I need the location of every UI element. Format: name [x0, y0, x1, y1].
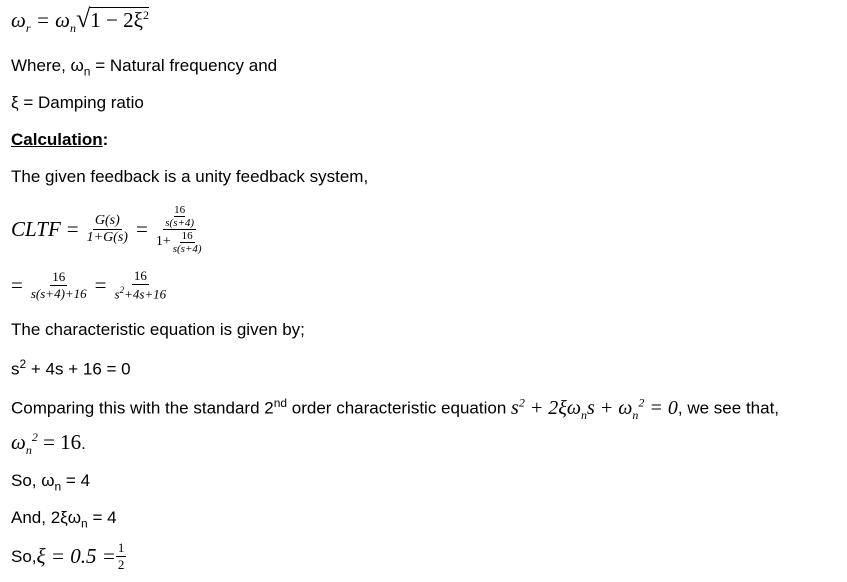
nested-fraction [154, 204, 206, 255]
g-fraction [85, 213, 130, 246]
where-suffix: = Natural frequency and [90, 56, 278, 75]
den2-a: s [114, 286, 120, 302]
wn-squared [11, 430, 86, 458]
sub-r: r [25, 21, 31, 36]
frac1 [29, 269, 89, 302]
resonant-frequency-formula [11, 4, 149, 36]
one-plus: 1+ [155, 234, 171, 249]
wn2-c: . [81, 434, 86, 453]
m-d: = 0 [644, 396, 678, 419]
where-sub: n [83, 64, 91, 79]
given-line: The given feedback is a unity feedback system, [11, 167, 369, 186]
where-line [11, 56, 277, 78]
den2-sup: 2 [119, 285, 125, 295]
char-sup: 2 [19, 357, 27, 371]
wn2-math [11, 430, 82, 458]
frac2 [113, 268, 169, 302]
wn2-sub: n [25, 443, 32, 458]
so-wn-b: = 4 [61, 471, 91, 490]
inner-frac [171, 230, 204, 255]
den2-b: +4s+16 [124, 286, 167, 302]
wn2-a: ω [11, 430, 26, 454]
and-b: = 4 [87, 508, 117, 527]
so-wn-a: So, ω [11, 471, 55, 490]
den1: s(s+4)+16 [30, 285, 87, 301]
omega-r: ω [11, 8, 26, 32]
compare-a: Comparing this with the standard 2 [11, 398, 274, 418]
radicand-sup: 2 [143, 8, 149, 22]
equals: = [66, 216, 79, 241]
n16b: 16 [181, 229, 193, 242]
so-xi [11, 540, 126, 573]
g-num: G(s) [94, 212, 120, 228]
equals: = [135, 216, 148, 241]
equals: = [11, 272, 23, 297]
compare-c: , we see that, [677, 398, 780, 418]
num1: 16 [52, 268, 66, 284]
simplified-equation [11, 268, 168, 302]
sqrt-icon: √ [76, 4, 91, 33]
nested-den [154, 230, 206, 255]
damping-line: ξ = Damping ratio [11, 93, 144, 112]
char-a: s [11, 359, 20, 379]
so-xi-b: ξ = 0.5 = [36, 544, 116, 568]
equals: = [94, 272, 107, 297]
half-den: 2 [117, 557, 125, 572]
char-b: + 4s + 16 = 0 [26, 359, 131, 379]
so-xi-a: So, [11, 546, 37, 566]
calc-colon: : [102, 130, 109, 149]
compare-sup: nd [273, 396, 288, 410]
calculation-heading [11, 130, 108, 150]
half-fraction [116, 540, 127, 573]
num2: 16 [133, 268, 147, 283]
m-b: + 2ξω [524, 396, 581, 419]
m-c: s + ω [587, 396, 633, 419]
m-a: s [511, 396, 519, 419]
equals: = [35, 8, 50, 32]
half-num: 1 [117, 540, 125, 555]
g-den: 1+G(s) [86, 229, 128, 245]
nested-num [163, 204, 196, 230]
cltf-equation [11, 197, 206, 261]
s-den-b: s(s+4) [172, 242, 202, 255]
char-equation [11, 357, 131, 380]
s-den: s(s+4) [165, 216, 195, 229]
standard-equation [511, 395, 678, 422]
compare-b: order characteristic equation [287, 398, 512, 418]
calc-heading-text: Calculation [11, 130, 103, 149]
compare-line [11, 395, 779, 423]
omega-n: ω [55, 8, 70, 32]
n16: 16 [174, 203, 186, 216]
wn2-b: = 16 [37, 430, 82, 454]
m-sup1: 2 [518, 395, 525, 409]
m-sub: n [581, 407, 587, 422]
and-sub: n [81, 516, 88, 531]
sub-n: n [70, 21, 76, 36]
m-sup2: 2 [638, 395, 645, 409]
so-wn-sub: n [54, 479, 62, 494]
cltf-label: CLTF [11, 216, 61, 241]
den2 [113, 285, 169, 302]
and-line [11, 508, 117, 530]
so-wn [11, 471, 90, 493]
where-prefix: Where, ω [11, 56, 84, 75]
m-sub2: n [632, 407, 639, 422]
radicand-text: 1 − 2ξ [90, 8, 143, 32]
wn2-sup: 2 [31, 430, 38, 444]
and-a: And, 2ξω [11, 508, 82, 527]
radicand [90, 7, 149, 32]
char-intro: The characteristic equation is given by; [11, 320, 305, 339]
